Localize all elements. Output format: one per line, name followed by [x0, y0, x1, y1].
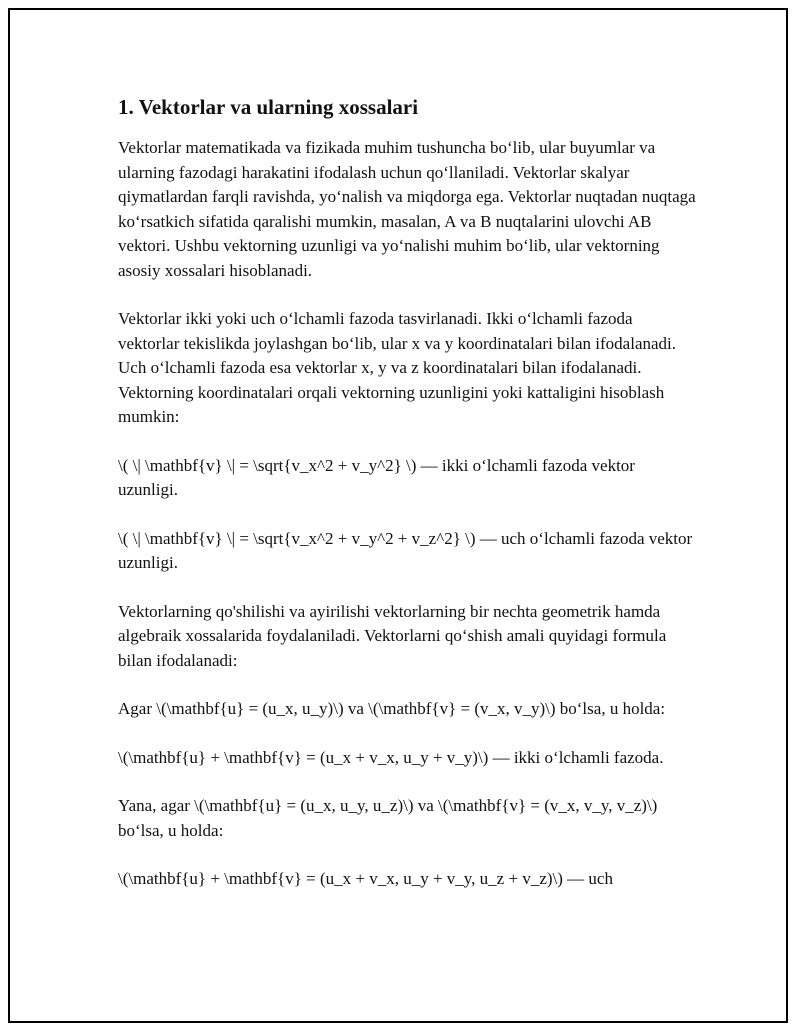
paragraph-condition-2d: Agar \(\mathbf{u} = (u_x, u_y)\) va \(\mathbf{v} = (v_x, v_y)\) bo‘lsa, u holda: [118, 699, 666, 718]
paragraph-condition-3d: Yana, agar \(\mathbf{u} = (u_x, u_y, u_z)\) va \(\mathbf{v} = (v_x, v_y, v_z)\) bo‘lsa, u holda: [118, 796, 658, 840]
paragraph-intro: Vektorlar matematikada va fizikada muhim tushuncha bo‘lib, ular buyumlar va ularning fazodagi harakatini ifodalash uchun qo‘llaniladi. Vektorlar skalyar qiymatlardan farqli ravishda, yo‘nalish va miqdorga ega. Vektorlar nuqtadan nuqtaga ko‘rsatkich sifatida qaralishi mumkin, masalan, A va B nuqtalarini ulovchi AB vektori. Ushbu vektorning uzunligi va yo‘nalishi muhim bo‘lib, ular vektorning asosiy xossalari hisoblanadi. [118, 138, 696, 280]
document-body [118, 92, 698, 916]
formula-length-2d: \( \| \mathbf{v} \| = \sqrt{v_x^2 + v_y^2} \) — ikki o‘lchamli fazoda vektor uzunligi. [118, 455, 635, 499]
formula-sum-3d: \(\mathbf{u} + \mathbf{v} = (u_x + v_x, u_y + v_y, u_z + v_z)\) — uch [118, 869, 613, 888]
section-heading: 1. Vektorlar va ularning xossalari [118, 95, 419, 119]
formula-sum-2d: \(\mathbf{u} + \mathbf{v} = (u_x + v_x, u_y + v_y)\) — ikki o‘lchamli fazoda. [118, 747, 664, 767]
paragraph-addition: Vektorlarning qo'shilishi va ayirilishi vektorlarning bir nechta geometrik hamda algebraik xossalarida foydalaniladi. Vektorlarni qo‘shish amali quyidagi formula bilan ifodalanadi: [118, 601, 667, 670]
document-page [8, 8, 788, 1023]
paragraph-dimensions: Vektorlar ikki yoki uch o‘lchamli fazoda tasvirlanadi. Ikki o‘lchamli fazoda vektorlar tekislikda joylashgan bo‘lib, ular x va y koordinatalari bilan ifodalanadi. Uch o‘lchamli fazoda esa vektorlar x, y va z koordinatalari bilan ifodalanadi. Vektorning koordinatalari orqali vektorning uzunligini yoki kattaligini hisoblash mumkin: [118, 309, 677, 426]
formula-length-3d: \( \| \mathbf{v} \| = \sqrt{v_x^2 + v_y^2 + v_z^2} \) — uch o‘lchamli fazoda vektor uzunligi. [118, 528, 693, 572]
